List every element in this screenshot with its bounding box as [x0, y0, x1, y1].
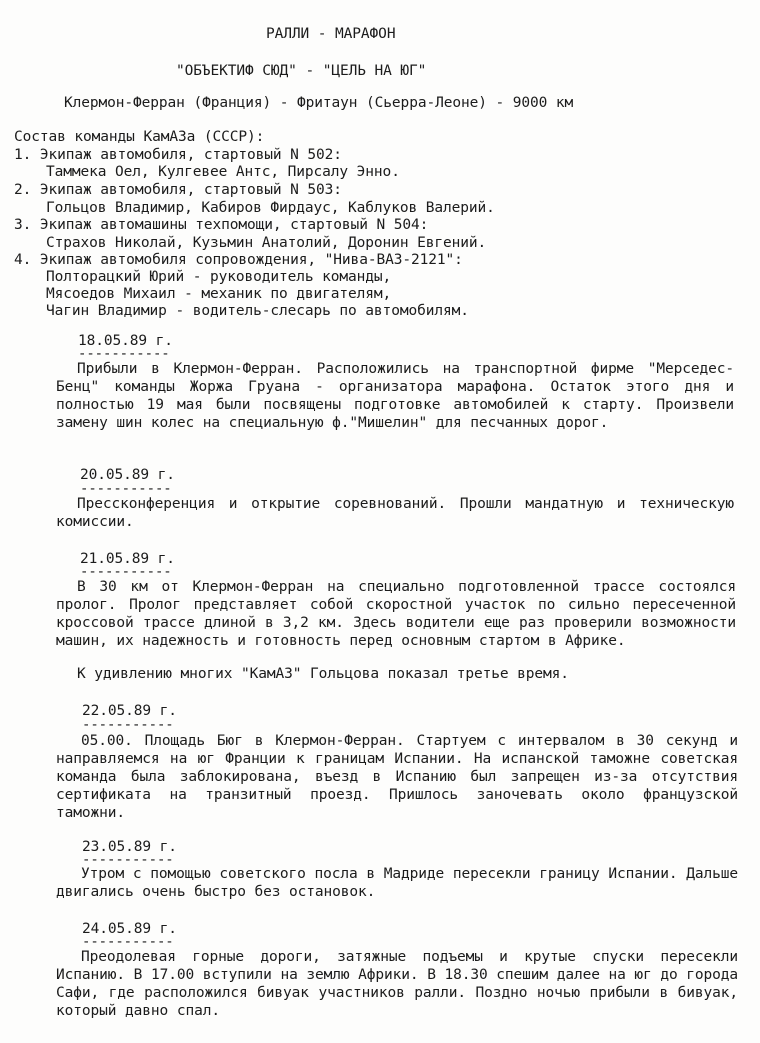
entry-paragraph: Прессконференция и открытие соревнований. Прошли мандатную и техническую комиссии.: [56, 496, 734, 530]
date-underline: -----------: [82, 852, 174, 868]
crew-members: Полторацкий Юрий - руководитель команды,: [46, 269, 392, 285]
crew-label: 3. Экипаж автомашины техпомощи, стартовый N 504:: [14, 217, 429, 233]
date-underline: -----------: [80, 481, 172, 497]
entry-date: 18.05.89 г.: [78, 333, 173, 349]
crew-label: 4. Экипаж автомобиля сопровождения, "Нива-ВАЗ-2121":: [14, 252, 463, 268]
entry-paragraph: Прибыли в Клермон-Ферран. Расположились на транспортной фирме "Мерседес-Бенц" команды Жоржа Груана - организатора марафона. Остаток этого дня и полностью 19 мая были посвящены подготовке автомобилей к старту. Произвели замену шин колес на специальную ф."Мишелин" для песчанных дорог.: [56, 361, 734, 431]
crew-members: Гольцов Владимир, Кабиров Фирдаус, Каблуков Валерий.: [46, 200, 495, 216]
entry-date: 24.05.89 г.: [82, 921, 177, 937]
document-subtitle: "ОБЪЕКТИФ СЮД" - "ЦЕЛЬ НА ЮГ": [176, 63, 427, 79]
route-line: Клермон-Ферран (Франция) - Фритаун (Сьерра-Леоне) - 9000 км: [64, 95, 574, 111]
crew-members: Таммека Оел, Кулгевее Антс, Пирсалу Энно.: [46, 164, 400, 180]
entry-paragraph: К удивлению многих "КамАЗ" Гольцова показал третье время.: [77, 666, 569, 682]
crew-members: Мясоедов Михаил - механик по двигателям,: [46, 286, 392, 302]
date-underline: -----------: [80, 564, 172, 580]
entry-paragraph: В 30 км от Клермон-Ферран на специально подготовленной трассе состоялся пролог. Пролог представляет собой скоростной участок по сильно пересеченной кроссовой трассе длиной в 3,2 км. Здесь водители еще раз проверили возможности машин, их надежность и готовность перед основным стартом в Африке.: [56, 579, 736, 649]
crew-label: 1. Экипаж автомобиля, стартовый N 502:: [14, 147, 342, 163]
crew-members: Страхов Николай, Кузьмин Анатолий, Доронин Евгений.: [46, 235, 487, 251]
entry-date: 22.05.89 г.: [82, 703, 177, 719]
date-underline: -----------: [82, 934, 174, 950]
entry-paragraph: Утром с помощью советского посла в Мадриде пересекли границу Испании. Дальше двигались очень быстро без остановок.: [56, 866, 738, 900]
crew-label: 2. Экипаж автомобиля, стартовый N 503:: [14, 182, 342, 198]
document-title: РАЛЛИ - МАРАФОН: [266, 26, 396, 42]
crew-members: Чагин Владимир - водитель-слесарь по автомобилям.: [46, 303, 469, 319]
entry-date: 20.05.89 г.: [80, 467, 175, 483]
date-underline: -----------: [78, 346, 170, 362]
entry-paragraph: 05.00. Площадь Бюг в Клермон-Ферран. Стартуем с интервалом в 30 секунд и направляемся на юг Франции к границам Испании. На испанской таможне советская команда была заблокирована, въезд в Испанию был запрещен из-за отсутствия сертификата на транзитный проезд. Пришлось заночевать около французской таможни.: [56, 733, 738, 821]
entry-date: 23.05.89 г.: [82, 839, 177, 855]
entry-paragraph: Преодолевая горные дороги, затяжные подъемы и крутые спуски пересекли Испанию. В 17.00 вступили на землю Африки. В 18.30 спешим далее на юг до города Сафи, где расположился бивуак участников ралли. Поздно ночью прибыли в бивуак, который давно спал.: [56, 949, 738, 1019]
team-heading: Состав команды КамАЗа (СССР):: [14, 129, 265, 145]
entry-date: 21.05.89 г.: [80, 551, 175, 567]
date-underline: -----------: [82, 717, 174, 733]
